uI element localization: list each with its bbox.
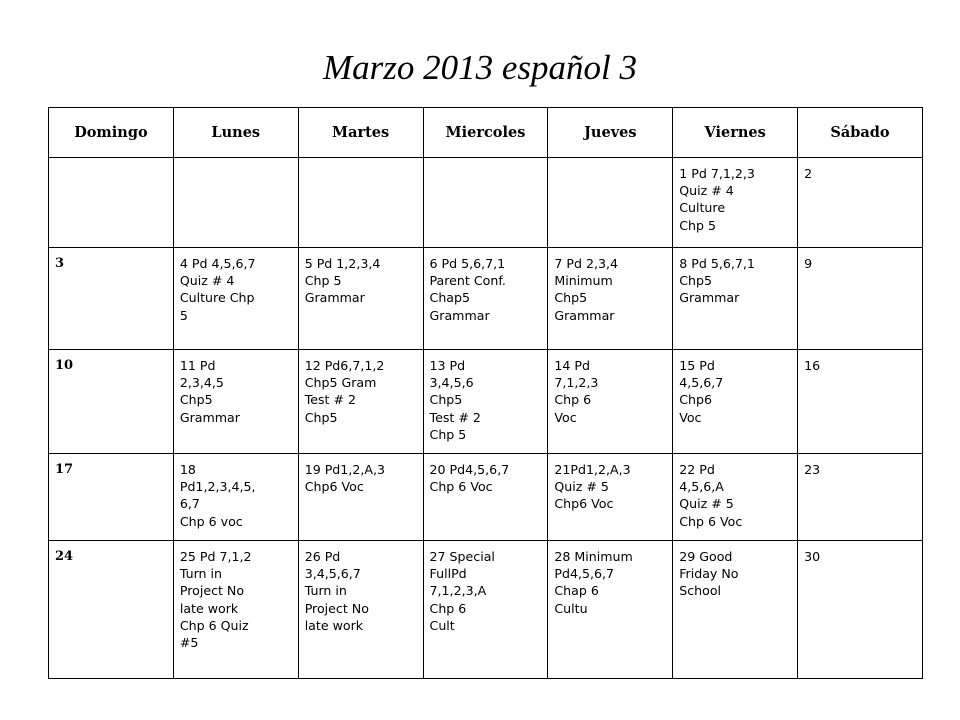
- weekday-header-viernes: Viernes: [673, 108, 798, 158]
- day-cell-text: 28 Minimum Pd4,5,6,7 Chap 6 Cultu: [554, 549, 633, 616]
- day-cell-text: 3: [55, 256, 65, 271]
- week-row: [49, 541, 923, 679]
- weekday-header-row: [49, 108, 923, 158]
- day-cell: [298, 350, 423, 454]
- day-cell-text: [49, 158, 173, 165]
- day-cell: [548, 350, 673, 454]
- day-cell-text: 7 Pd 2,3,4 Minimum Chp5 Grammar: [554, 256, 619, 323]
- day-cell: [673, 158, 798, 248]
- day-cell-text: 2: [804, 166, 813, 181]
- day-cell-text: 14 Pd 7,1,2,3 Chp 6 Voc: [554, 358, 599, 425]
- day-cell: [798, 541, 923, 679]
- day-cell: [298, 248, 423, 350]
- day-cell: [423, 350, 548, 454]
- day-cell-text: 18 Pd1,2,3,4,5, 6,7 Chp 6 voc: [179, 462, 256, 529]
- day-cell: [673, 541, 798, 679]
- day-cell: [173, 454, 298, 541]
- day-cell-text: 22 Pd 4,5,6,A Quiz # 5 Chp 6 Voc: [679, 462, 743, 529]
- week-row: [49, 158, 923, 248]
- day-cell: [548, 248, 673, 350]
- day-cell: [49, 350, 174, 454]
- day-cell-text: 23: [804, 462, 821, 477]
- day-cell: [173, 350, 298, 454]
- day-cell: [423, 248, 548, 350]
- day-cell-text: 6 Pd 5,6,7,1 Parent Conf. Chap5 Grammar: [429, 256, 506, 323]
- day-cell-text: [424, 158, 548, 165]
- day-cell-text: 5 Pd 1,2,3,4 Chp 5 Grammar: [304, 256, 381, 306]
- day-cell-text: 11 Pd 2,3,4,5 Chp5 Grammar: [179, 358, 240, 425]
- day-cell: [673, 454, 798, 541]
- day-cell-text: 15 Pd 4,5,6,7 Chp6 Voc: [679, 358, 724, 425]
- day-cell: [298, 541, 423, 679]
- day-cell-text: 17: [55, 462, 74, 477]
- day-cell-text: 12 Pd6,7,1,2 Chp5 Gram Test # 2 Chp5: [304, 358, 385, 425]
- day-cell-text: 8 Pd 5,6,7,1 Chp5 Grammar: [679, 256, 755, 306]
- day-cell: [49, 541, 174, 679]
- page-title: Marzo 2013 español 3: [322, 48, 638, 87]
- day-cell-text: 21Pd1,2,A,3 Quiz # 5 Chp6 Voc: [554, 462, 631, 512]
- week-row: [49, 454, 923, 541]
- day-cell: [298, 158, 423, 248]
- day-cell-text: 25 Pd 7,1,2 Turn in Project No late work Chp 6 Quiz #5: [179, 549, 252, 651]
- day-cell: [798, 350, 923, 454]
- day-cell: [423, 541, 548, 679]
- day-cell-text: [174, 158, 298, 165]
- day-cell: [798, 248, 923, 350]
- weekday-header-lunes: Lunes: [173, 108, 298, 158]
- day-cell: [548, 158, 673, 248]
- day-cell-text: 24: [55, 549, 74, 564]
- weekday-header-sabado: Sábado: [798, 108, 923, 158]
- day-cell: [49, 454, 174, 541]
- week-row: [49, 350, 923, 454]
- day-cell-text: 9: [804, 256, 813, 271]
- day-cell-text: 10: [55, 358, 74, 373]
- day-cell: [673, 350, 798, 454]
- day-cell-text: 26 Pd 3,4,5,6,7 Turn in Project No late work: [304, 549, 369, 633]
- day-cell: [423, 454, 548, 541]
- day-cell-text: 30: [804, 549, 821, 564]
- day-cell-text: [299, 158, 423, 165]
- day-cell: [173, 158, 298, 248]
- day-cell-text: 16: [804, 358, 821, 373]
- weekday-header-miercoles: Miercoles: [423, 108, 548, 158]
- day-cell-text: 20 Pd4,5,6,7 Chp 6 Voc: [429, 462, 510, 495]
- day-cell: [548, 454, 673, 541]
- day-cell: [548, 541, 673, 679]
- day-cell-text: 1 Pd 7,1,2,3 Quiz # 4 Culture Chp 5: [679, 166, 755, 233]
- calendar-table: [48, 107, 923, 679]
- weekday-header-domingo: Domingo: [49, 108, 174, 158]
- day-cell-text: [548, 158, 672, 165]
- weekday-header-martes: Martes: [298, 108, 423, 158]
- day-cell: [298, 454, 423, 541]
- day-cell: [173, 541, 298, 679]
- day-cell: [173, 248, 298, 350]
- day-cell-text: 13 Pd 3,4,5,6 Chp5 Test # 2 Chp 5: [429, 358, 481, 442]
- day-cell-text: 27 Special FullPd 7,1,2,3,A Chp 6 Cult: [429, 549, 495, 633]
- day-cell-text: 29 Good Friday No School: [679, 549, 739, 599]
- day-cell-text: 19 Pd1,2,A,3 Chp6 Voc: [304, 462, 385, 495]
- week-row: [49, 248, 923, 350]
- weekday-header-jueves: Jueves: [548, 108, 673, 158]
- day-cell: [798, 454, 923, 541]
- day-cell: [798, 158, 923, 248]
- day-cell: [423, 158, 548, 248]
- day-cell: [673, 248, 798, 350]
- day-cell-text: 4 Pd 4,5,6,7 Quiz # 4 Culture Chp 5: [179, 256, 256, 323]
- day-cell: [49, 158, 174, 248]
- day-cell: [49, 248, 174, 350]
